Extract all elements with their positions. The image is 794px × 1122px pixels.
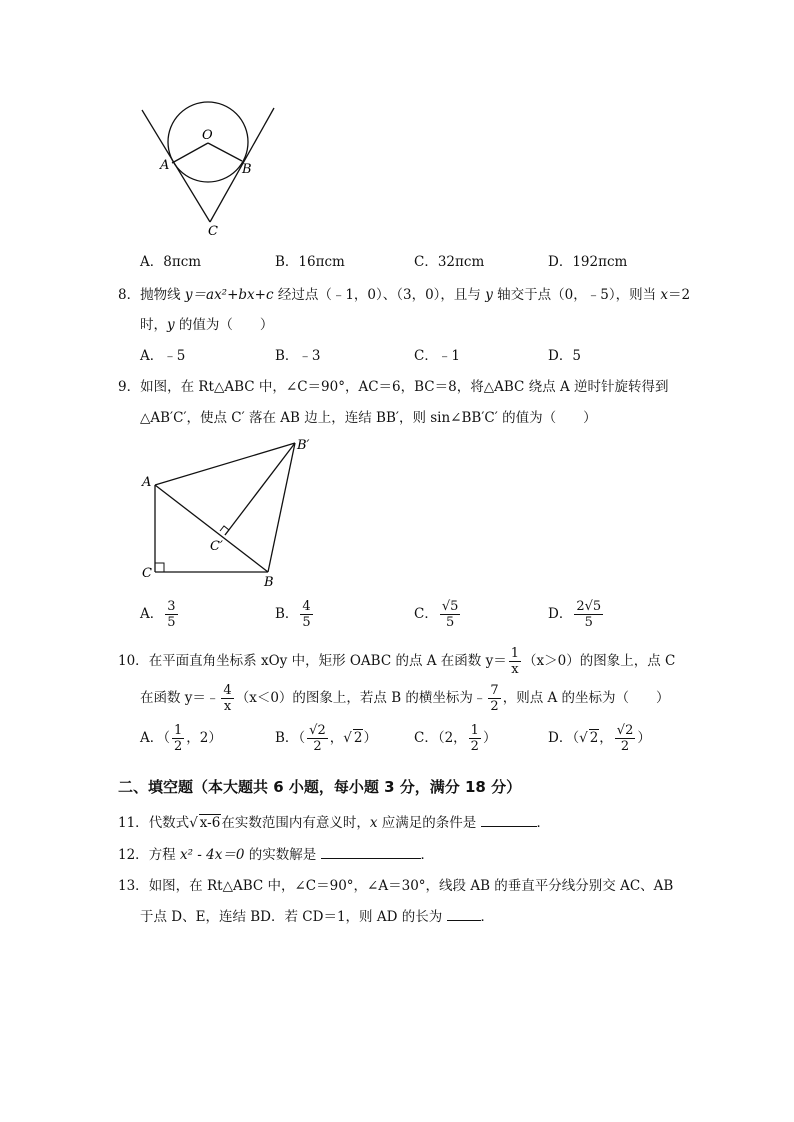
label-A: A [142,475,152,490]
label-C-prime: C′ [210,539,223,554]
q8-line2: 时，y 的值为（ ） [140,317,274,333]
answer-blank[interactable] [321,858,421,859]
q7-option-b[interactable]: B．16πcm [275,254,345,270]
label-C: C [208,224,218,239]
q10-line2: 在函数 y＝﹣ $\frac{4}{x}$ （x＜0）的图象上，若点 B 的横坐标为﹣ $\frac{7}{2}$ ，则点 A 的坐标为（ ） [140,683,670,714]
q10-line1: 10．在平面直角坐标系 xOy 中，矩形 OABC 的点 A 在函数 y＝ $\frac{1}{x}$ （x＞0）的图象上，点 C [118,646,676,677]
label-C: C [142,566,152,581]
q7-option-c[interactable]: C．32πcm [414,254,485,270]
answer-blank[interactable] [481,826,537,827]
label-B: B [242,162,252,177]
q8-line1: 8．抛物线 y＝ax²+bx+c 经过点（﹣1，0）、（3，0），且与 y 轴交于点（0，﹣5），则当 x＝2 [118,287,691,303]
label-O: O [202,128,213,143]
q9-line2: △AB′C′，使点 C′ 落在 AB 边上，连结 BB′，则 sin∠BB′C′ 的值为（ ） [140,410,597,426]
q8-option-a[interactable]: A．﹣5 [140,348,186,364]
label-B: B [264,575,274,590]
q9-option-b[interactable]: B． $\frac{4}{5}$ [275,599,311,630]
q7-option-a[interactable]: A．8πcm [140,254,202,270]
q10-option-a[interactable]: A．（ $\frac{1}{2}$ ，2） [140,723,222,754]
q10-option-d[interactable]: D．（√ 2， $\frac{√2}{2}$ ） [548,723,651,754]
q8-option-b[interactable]: B．﹣3 [275,348,321,364]
q11: 11．代数式√ x-6在实数范围内有意义时，x 应满足的条件是 ． [118,815,551,831]
q9-option-a[interactable]: A． $\frac{3}{5}$ [140,599,176,630]
label-B-prime: B′ [297,438,310,453]
q9-line1: 9．如图，在 Rt△ABC 中，∠C＝90°，AC＝6，BC＝8，将△ABC 绕点 A 逆时针旋转得到 [118,379,669,395]
q13-line1: 13．如图，在 Rt△ABC 中，∠C＝90°，∠A＝30°，线段 AB 的垂直平分线分别交 AC、AB [118,878,674,894]
q8-option-c[interactable]: C．﹣1 [414,348,460,364]
q13-line2: 于点 D、E，连结 BD．若 CD＝1，则 AD 的长为 ． [140,909,494,925]
q7-option-d[interactable]: D．192πcm [548,254,628,270]
q10-option-c[interactable]: C．（2， $\frac{1}{2}$ ） [414,723,497,754]
q9-option-d[interactable]: D． $\frac{2√5}{5}$ [548,599,602,630]
q10-option-b[interactable]: B．（ $\frac{√2}{2}$ ，√ 2） [275,723,377,754]
label-A: A [160,158,170,173]
q9-figure [135,435,325,590]
q8-option-d[interactable]: D．5 [548,348,581,364]
section-heading: 二、填空题（本大题共 6 小题，每小题 3 分，满分 18 分） [118,778,522,796]
q9-option-c[interactable]: C． $\frac{√5}{5}$ [414,599,459,630]
answer-blank[interactable] [447,920,481,921]
q7-figure [130,95,290,240]
q12: 12．方程 x² - 4x＝0 的实数解是 ． [118,847,435,863]
